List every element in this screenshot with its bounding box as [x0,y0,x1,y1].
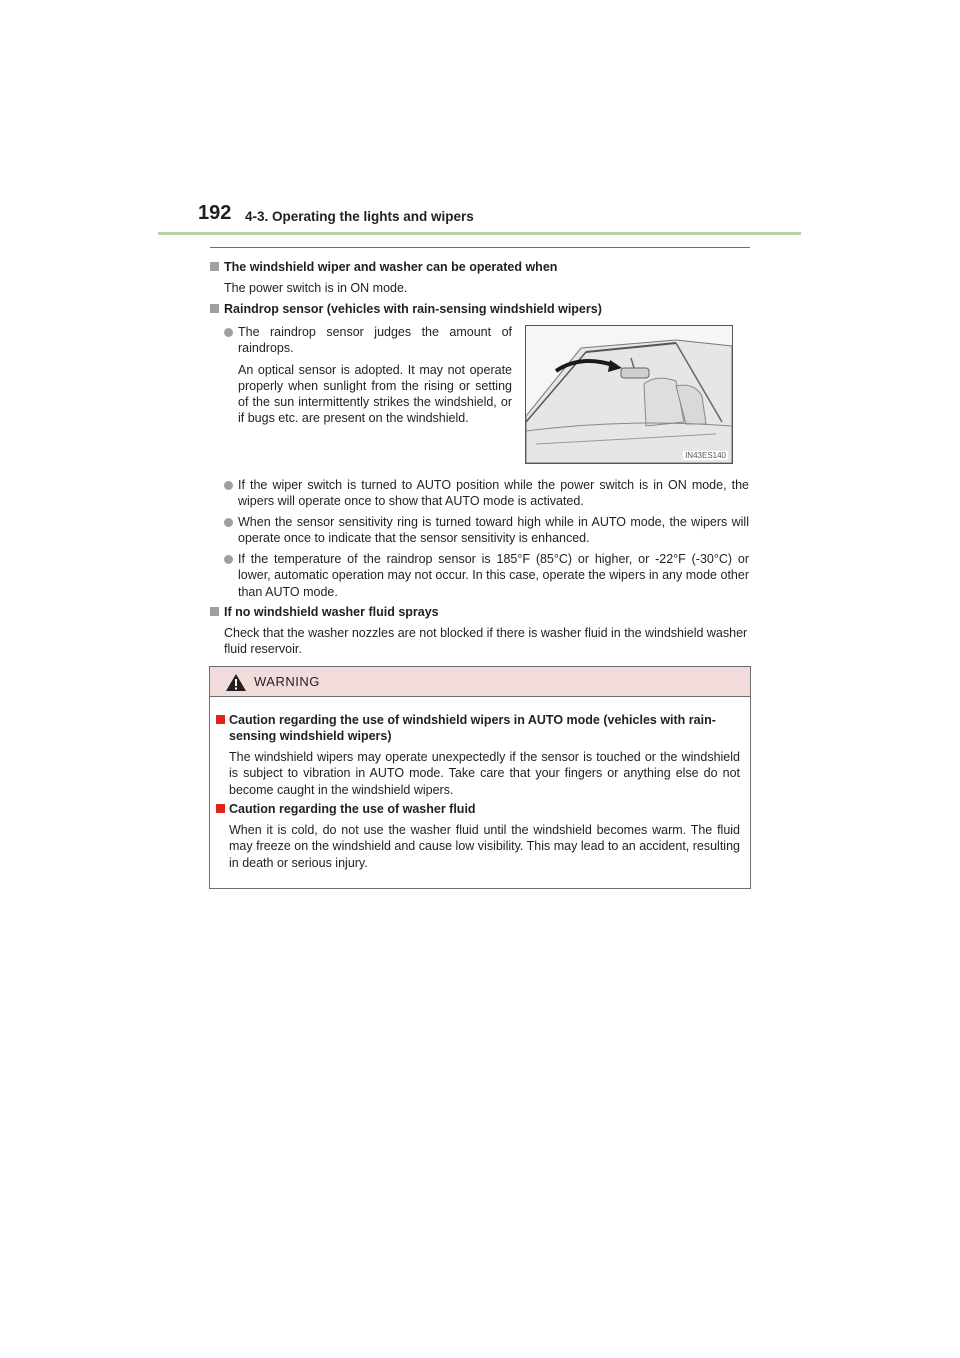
red-square-icon [216,804,225,813]
bullet-temperature [238,551,749,600]
heading-text: If no windshield washer fluid sprays [224,605,439,619]
bullet-text: If the temperature of the raindrop sensor is 185°F (85°C) or higher, or -22°F (-30°C) or lower, automatic operation may not occur. In this case, operate the wipers in any mode other than AUTO mode. [238,552,749,599]
heading-wiper-washer-operable [210,259,557,275]
red-square-icon [216,715,225,724]
warning-triangle-icon [226,674,246,691]
heading-raindrop-sensor [210,301,602,317]
warning-heading-washer-fluid [216,801,744,817]
power-switch-text: The power switch is in ON mode. [224,281,408,295]
round-bullet-icon [224,518,233,527]
warning-heading-text: Caution regarding the use of windshield wipers in AUTO mode (vehicles with rain-sensing windshield wipers) [229,713,716,743]
warning-heading-text: Caution regarding the use of washer fluid [229,802,476,816]
bullet-sensitivity-ring [238,514,749,547]
page-number: 192 [198,202,232,224]
section-title: 4-3. Operating the lights and wipers [245,209,474,224]
square-bullet-icon [210,607,219,616]
warning-text-washer-fluid: When it is cold, do not use the washer fluid until the windshield becomes warm. The fluid may freeze on the windshield and cause low visibility. This may lead to an accident, resulting in death or serious injury. [229,823,740,870]
bullet-text: If the wiper switch is turned to AUTO position while the power switch is in ON mode, the wipers will operate once to show that AUTO mode is activated. [238,478,749,509]
warning-text-auto-mode: The windshield wipers may operate unexpectedly if the sensor is touched or the windshield is subject to vibration in AUTO mode. Take care that your fingers or anything else do not become caught in the windshield wipers. [229,750,740,797]
warning-header [210,667,750,697]
heading-text: Raindrop sensor (vehicles with rain-sensing windshield wipers) [224,302,602,316]
round-bullet-icon [224,481,233,490]
windshield-illustration [526,326,732,463]
washer-nozzle-text: Check that the washer nozzles are not blocked if there is washer fluid in the windshield washer fluid reservoir. [224,626,748,657]
bullet-auto-position [238,477,749,510]
warning-title: WARNING [254,674,320,689]
round-bullet-icon [224,328,233,337]
raindrop-sensor-figure [525,325,733,464]
bullet-text: When the sensor sensitivity ring is turned toward high while in AUTO mode, the wipers will operate once to indicate that the sensor sensitivity is enhanced. [238,515,749,546]
bullet-raindrop-judges [238,324,512,427]
sub-rule [210,247,750,248]
header-rule [158,232,801,235]
square-bullet-icon [210,304,219,313]
heading-no-washer-fluid [210,604,439,620]
warning-heading-auto-mode [216,712,744,744]
figure-code: IN43ES140 [685,451,726,460]
heading-text: The windshield wiper and washer can be operated when [224,260,558,274]
square-bullet-icon [210,262,219,271]
warning-box [209,666,751,889]
bullet-subtext: An optical sensor is adopted. It may not operate properly when sunlight from the rising or setting of the sun intermittently strikes the windshield, or if bugs etc. are present on the windshield. [238,362,512,426]
bullet-text: The raindrop sensor judges the amount of raindrops. [238,325,512,356]
round-bullet-icon [224,555,233,564]
